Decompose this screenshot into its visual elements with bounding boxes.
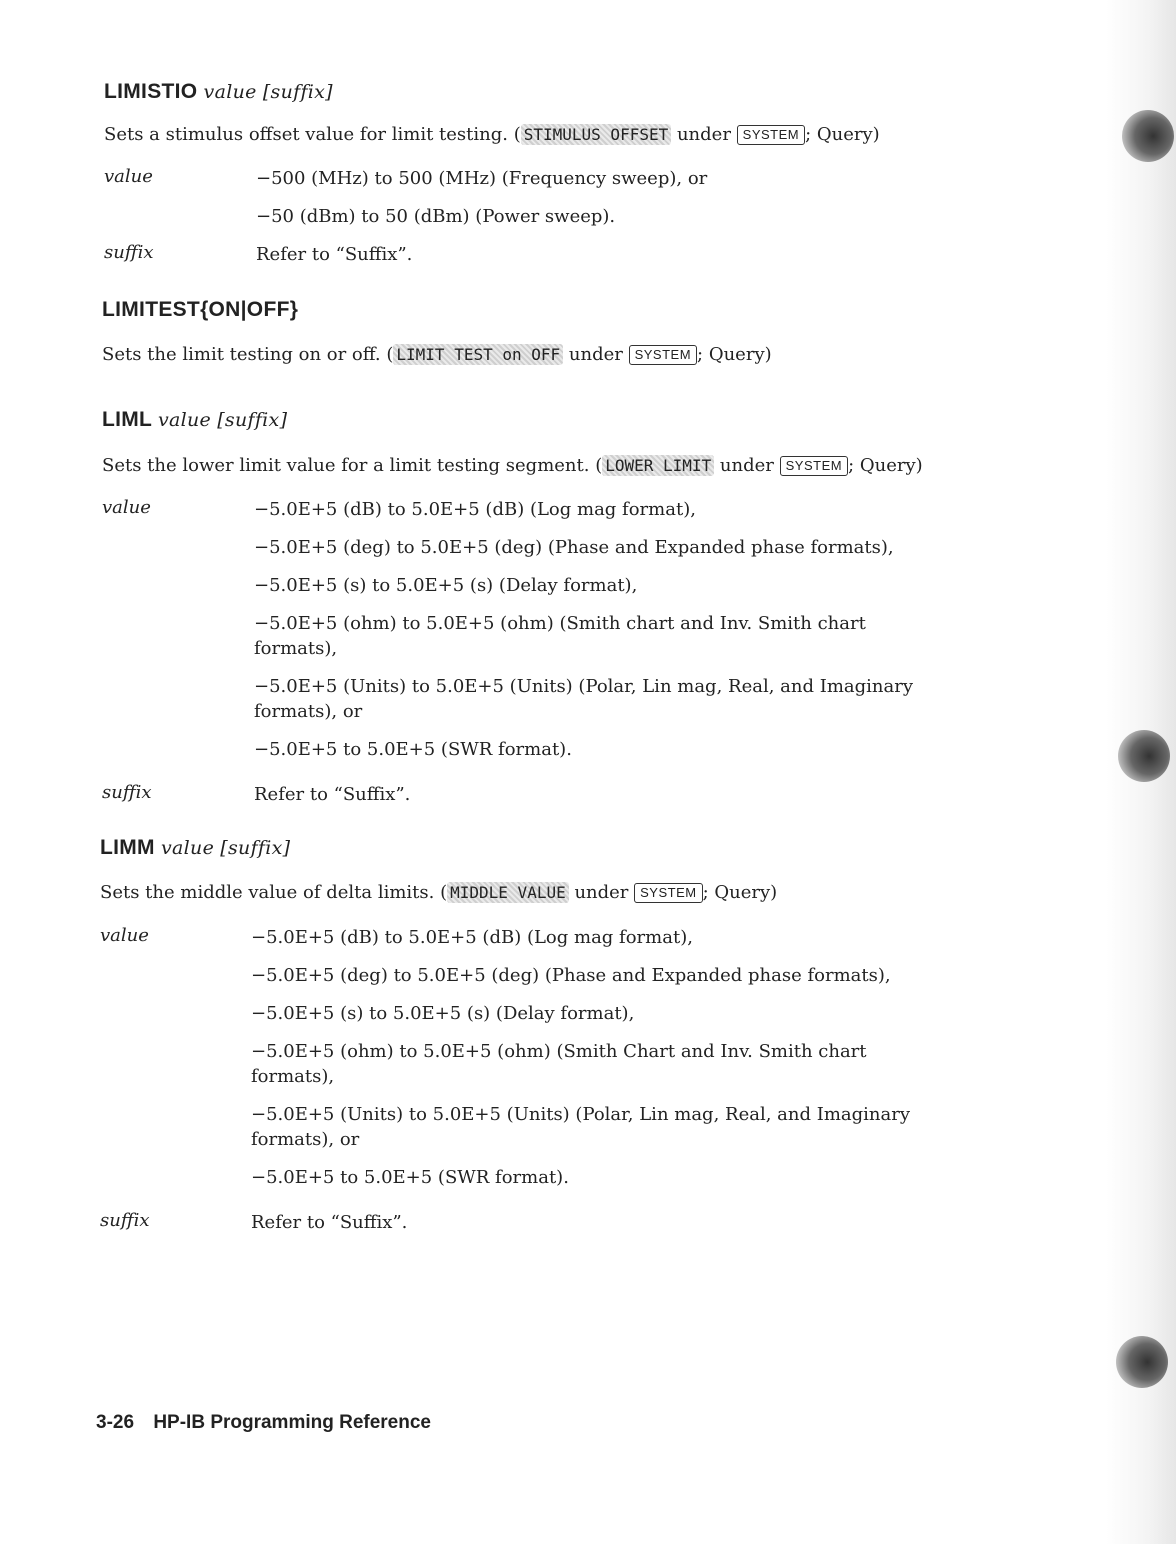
query-text: ; Query) <box>697 344 772 365</box>
system-hardkey: SYSTEM <box>737 125 805 145</box>
value-line: −5.0E+5 (s) to 5.0E+5 (s) (Delay format), <box>251 1003 635 1024</box>
param-term-suffix: suffix <box>100 1210 150 1231</box>
value-line: −5.0E+5 (deg) to 5.0E+5 (deg) (Phase and Expanded phase formats), <box>254 537 894 558</box>
description-text: Sets the middle value of delta limits. ( <box>100 882 448 903</box>
system-hardkey: SYSTEM <box>634 883 702 903</box>
command-arg-value: value <box>157 409 212 431</box>
param-term-suffix: suffix <box>104 242 154 263</box>
punch-hole <box>1118 730 1170 782</box>
description-text: Sets a stimulus offset value for limit testing. ( <box>104 124 521 145</box>
command-arg-value: value <box>161 837 215 859</box>
command-heading-limm <box>100 836 290 860</box>
softkey-label: MIDDLE VALUE <box>447 882 569 903</box>
command-name: LIMISTIO <box>104 80 198 103</box>
param-def-suffix: Refer to “Suffix”. <box>251 1212 408 1233</box>
command-arg-suffix: [suffix] <box>262 81 333 103</box>
query-text: ; Query) <box>805 124 880 145</box>
page-number: 3-26 <box>96 1412 135 1433</box>
command-name: LIMITEST <box>102 298 201 321</box>
value-line: −5.0E+5 to 5.0E+5 (SWR format). <box>254 739 572 760</box>
under-text: under <box>671 124 737 145</box>
value-line: −500 (MHz) to 500 (MHz) (Frequency sweep), or <box>256 168 708 189</box>
softkey-label: LIMIT TEST on OFF <box>393 344 563 365</box>
command-heading-limitest <box>102 298 298 322</box>
under-text: under <box>714 455 780 476</box>
command-heading-liml <box>102 408 287 432</box>
param-def-value <box>254 497 954 762</box>
command-name: LIML <box>102 408 152 431</box>
page-footer <box>96 1412 431 1434</box>
under-text: under <box>563 344 629 365</box>
punch-hole <box>1122 110 1174 162</box>
param-term-value: value <box>104 166 153 187</box>
param-term-value: value <box>102 497 151 518</box>
command-arg-suffix: [suffix] <box>217 409 288 431</box>
param-def-value <box>251 925 951 1190</box>
value-line: −50 (dBm) to 50 (dBm) (Power sweep). <box>256 206 616 227</box>
value-line: −5.0E+5 (dB) to 5.0E+5 (dB) (Log mag format), <box>254 499 696 520</box>
command-description <box>102 344 772 365</box>
command-description <box>104 124 880 145</box>
softkey-label: LOWER LIMIT <box>602 455 714 476</box>
command-options: {ON|OFF} <box>200 298 299 321</box>
value-line: −5.0E+5 to 5.0E+5 (SWR format). <box>251 1167 569 1188</box>
description-text: Sets the limit testing on or off. ( <box>102 344 394 365</box>
value-line: −5.0E+5 (Units) to 5.0E+5 (Units) (Polar, Lin mag, Real, and Imaginary formats), or <box>251 1104 911 1150</box>
under-text: under <box>568 882 635 903</box>
param-def-suffix: Refer to “Suffix”. <box>254 784 411 805</box>
punch-hole <box>1116 1336 1168 1388</box>
softkey-label: STIMULUS OFFSET <box>521 124 672 145</box>
description-text: Sets the lower limit value for a limit testing segment. ( <box>102 455 603 476</box>
footer-title: HP-IB Programming Reference <box>153 1412 431 1433</box>
value-line: −5.0E+5 (dB) to 5.0E+5 (dB) (Log mag format), <box>251 927 693 948</box>
value-line: −5.0E+5 (ohm) to 5.0E+5 (ohm) (Smith chart and Inv. Smith chart formats), <box>254 613 866 659</box>
command-description <box>100 882 777 903</box>
query-text: ; Query) <box>848 455 923 476</box>
param-term-value: value <box>100 925 149 946</box>
param-def-value <box>256 166 976 229</box>
value-line: −5.0E+5 (deg) to 5.0E+5 (deg) (Phase and Expanded phase formats), <box>251 965 891 986</box>
command-heading-limistio <box>104 80 333 104</box>
value-line: −5.0E+5 (s) to 5.0E+5 (s) (Delay format), <box>254 575 638 596</box>
param-term-suffix: suffix <box>102 782 152 803</box>
system-hardkey: SYSTEM <box>780 456 848 476</box>
command-arg-value: value <box>203 81 257 103</box>
param-def-suffix: Refer to “Suffix”. <box>256 244 413 265</box>
command-description <box>102 455 923 476</box>
system-hardkey: SYSTEM <box>629 345 697 365</box>
command-arg-suffix: [suffix] <box>220 837 291 859</box>
query-text: ; Query) <box>702 882 778 903</box>
command-name: LIMM <box>100 836 155 859</box>
value-line: −5.0E+5 (Units) to 5.0E+5 (Units) (Polar, Lin mag, Real, and Imaginary formats), or <box>254 676 914 722</box>
value-line: −5.0E+5 (ohm) to 5.0E+5 (ohm) (Smith Chart and Inv. Smith chart formats), <box>251 1041 867 1087</box>
